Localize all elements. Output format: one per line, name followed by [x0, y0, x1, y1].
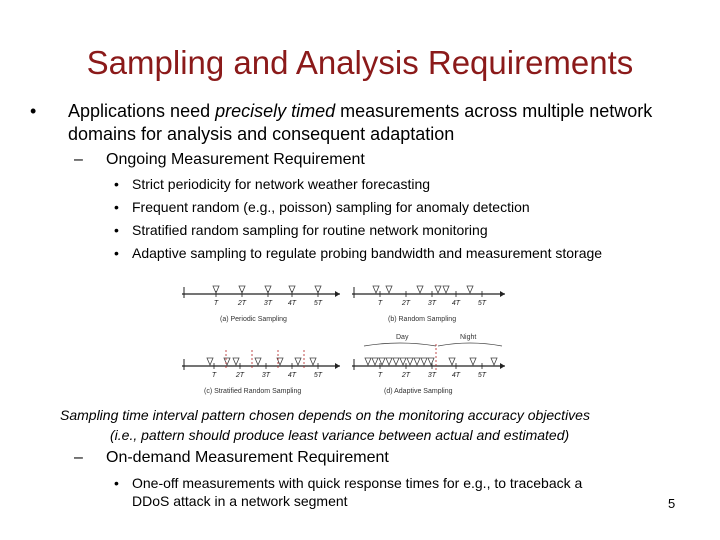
- stratified-tick-label: 5T: [313, 372, 323, 379]
- stratified-sample-marker: [233, 358, 239, 365]
- stratified-sample-marker: [255, 358, 261, 365]
- bullet-dot: •: [114, 245, 119, 261]
- adaptive-arrow: [500, 363, 505, 369]
- caption-adaptive: (d) Adaptive Sampling: [384, 388, 453, 395]
- caption-stratified: (c) Stratified Random Sampling: [204, 388, 302, 395]
- sampling-figure-svg: [170, 266, 510, 402]
- random-tick-label: 3T: [427, 300, 437, 307]
- adaptive-sample-marker: [421, 358, 427, 365]
- periodic-tick-label: 3T: [263, 300, 273, 307]
- stratified-tick-label: 4T: [287, 372, 297, 379]
- bullet-dot: •: [114, 176, 119, 192]
- stratified-sample-marker: [207, 358, 213, 365]
- random-tick-label: 4T: [451, 300, 461, 307]
- stratified-tick-label: 3T: [261, 372, 271, 379]
- dash-marker: –: [74, 449, 83, 466]
- random-arrow: [500, 291, 505, 297]
- random-sample-marker: [435, 286, 441, 293]
- random-sample-marker: [443, 286, 449, 293]
- slide-title: Sampling and Analysis Requirements: [86, 44, 634, 81]
- sampling-figure: [170, 266, 510, 402]
- adaptive-sample-marker: [386, 358, 392, 365]
- main-bullet-emphasis: precisely timed: [215, 101, 336, 121]
- figure-marks: [182, 286, 505, 379]
- ondemand-item-text-2: DDoS attack in a network segment: [132, 493, 348, 509]
- periodic-tick-label: 4T: [287, 300, 297, 307]
- adaptive-sample-marker: [491, 358, 497, 365]
- adaptive-sample-marker: [400, 358, 406, 365]
- main-bullet-text-end: measurements across multiple network domains for analysis and consequent adaptation: [68, 101, 653, 144]
- random-tick-label: T: [377, 300, 383, 307]
- random-tick-label: 2T: [401, 300, 411, 307]
- main-bullet-text-start: Applications need: [68, 101, 216, 121]
- stratified-arrow: [335, 363, 340, 369]
- adaptive-sample-marker: [414, 358, 420, 365]
- adaptive-tick-label: 4T: [451, 372, 461, 379]
- page-number: 5: [668, 496, 676, 511]
- note-line-1: Sampling time interval pattern chosen depends on the monitoring accuracy objectives: [60, 407, 590, 423]
- bullet-dot: •: [114, 222, 119, 238]
- ondemand-item-text-1: One-off measurements with quick response times for e.g., to traceback a: [132, 475, 583, 491]
- night-bracket: [438, 343, 502, 346]
- periodic-arrow: [335, 291, 340, 297]
- dash-marker: –: [74, 151, 83, 168]
- random-sample-marker: [417, 286, 423, 293]
- adaptive-tick-label: 2T: [401, 372, 411, 379]
- random-sample-marker: [373, 286, 379, 293]
- caption-periodic: (a) Periodic Sampling: [220, 316, 287, 323]
- adaptive-tick-label: T: [377, 372, 383, 379]
- adaptive-sample-marker: [393, 358, 399, 365]
- periodic-tick-label: 2T: [237, 300, 247, 307]
- adaptive-sample-marker: [407, 358, 413, 365]
- note-line-2: (i.e., pattern should produce least variance between actual and estimated): [110, 427, 570, 443]
- stratified-sample-marker: [224, 358, 230, 365]
- stratified-sample-marker: [310, 358, 316, 365]
- bullet-dot: •: [114, 475, 119, 491]
- bullet-dot: •: [30, 101, 37, 121]
- adaptive-sample-marker: [449, 358, 455, 365]
- random-sample-marker: [386, 286, 392, 293]
- stratified-sample-marker: [295, 358, 301, 365]
- bullet-dot: •: [114, 199, 119, 215]
- stratified-tick-label: 2T: [235, 372, 245, 379]
- caption-random: (b) Random Sampling: [388, 316, 457, 323]
- periodic-tick-label: 5T: [313, 300, 323, 307]
- adaptive-sample-marker: [428, 358, 434, 365]
- adaptive-sample-marker: [470, 358, 476, 365]
- adaptive-sample-marker: [365, 358, 371, 365]
- ongoing-item-text: Adaptive sampling to regulate probing bandwidth and measurement storage: [132, 245, 603, 261]
- random-tick-label: 5T: [477, 300, 487, 307]
- night-label: Night: [460, 334, 477, 341]
- day-label: Day: [396, 334, 409, 341]
- ondemand-heading-text: On-demand Measurement Requirement: [106, 449, 389, 466]
- adaptive-sample-marker: [372, 358, 378, 365]
- ongoing-item-text: Strict periodicity for network weather forecasting: [132, 176, 431, 192]
- ongoing-item-text: Stratified random sampling for routine network monitoring: [132, 222, 488, 238]
- random-sample-marker: [467, 286, 473, 293]
- periodic-tick-label: T: [213, 300, 219, 307]
- day-bracket: [364, 343, 436, 346]
- ongoing-item-text: Frequent random (e.g., poisson) sampling for anomaly detection: [132, 199, 530, 215]
- main-bullet-text: [68, 100, 688, 146]
- adaptive-tick-label: 5T: [477, 372, 487, 379]
- ongoing-heading-text: Ongoing Measurement Requirement: [106, 151, 365, 168]
- adaptive-tick-label: 3T: [427, 372, 437, 379]
- stratified-tick-label: T: [211, 372, 217, 379]
